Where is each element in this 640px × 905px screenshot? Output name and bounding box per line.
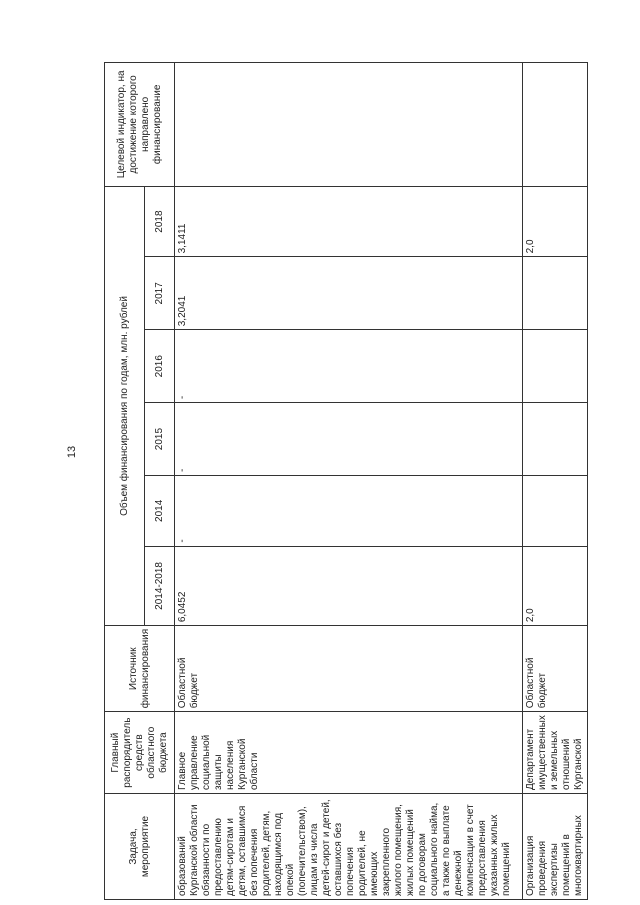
row-value-2018: 2,0 <box>523 186 588 257</box>
row-value-2016 <box>523 330 588 403</box>
table-row <box>523 63 588 900</box>
row-source: Областной бюджет <box>175 626 523 712</box>
header-year-2014: 2014 <box>145 476 175 547</box>
row-value-total: 2,0 <box>523 546 588 626</box>
row-distributor: Главное управление социальной защиты населения Курганской области <box>175 712 523 794</box>
row-task: образований Курганской области обязанности по предоставлению детям-сиротам и детям, оставшимся без попечения родителей, детям, находящимся под опекой (попечительством), лицам из числа детей-сирот и детей, оставшихся без попечения родителей, не имеющих закрепленного жилого помещения, жилых помещений по договорам социального найма, а также по выплате денежной компенсации в счет предоставления указанных жилых помещений <box>175 794 523 900</box>
row-value-2018: 3,1411 <box>175 186 523 257</box>
header-year-2018: 2018 <box>145 186 175 257</box>
row-task: Организация проведения экспертизы помещений в многоквартирных <box>523 794 588 900</box>
header-task: Задача, мероприятие <box>105 794 175 900</box>
row-indicator <box>523 63 588 187</box>
header-year-2017: 2017 <box>145 257 175 330</box>
row-value-2016: - <box>175 330 523 403</box>
row-indicator <box>175 63 523 187</box>
header-year-total: 2014-2018 <box>145 546 175 626</box>
row-value-2014 <box>523 476 588 547</box>
header-indicator: Целевой индикатор, на достижение которого направлено финансирование <box>105 63 175 187</box>
row-value-2015 <box>523 403 588 476</box>
row-value-2014: - <box>175 476 523 547</box>
header-distributor: Главный распорядитель средств областного бюджета <box>105 712 175 794</box>
row-source: Областной бюджет <box>523 626 588 712</box>
header-volume: Объем финансирования по годам, млн. рублей <box>105 186 145 625</box>
row-value-2015: - <box>175 403 523 476</box>
financing-table <box>104 62 588 900</box>
rotated-table-container <box>104 62 587 900</box>
page-number: 13 <box>66 445 78 459</box>
table-row <box>175 63 523 900</box>
header-year-2015: 2015 <box>145 403 175 476</box>
row-value-total: 6,0452 <box>175 546 523 626</box>
header-year-2016: 2016 <box>145 330 175 403</box>
row-value-2017: 3,2041 <box>175 257 523 330</box>
header-source: Источник финансирования <box>105 626 175 712</box>
row-distributor: Департамент имущественных и земельных отношений Курганской <box>523 712 588 794</box>
row-value-2017 <box>523 257 588 330</box>
